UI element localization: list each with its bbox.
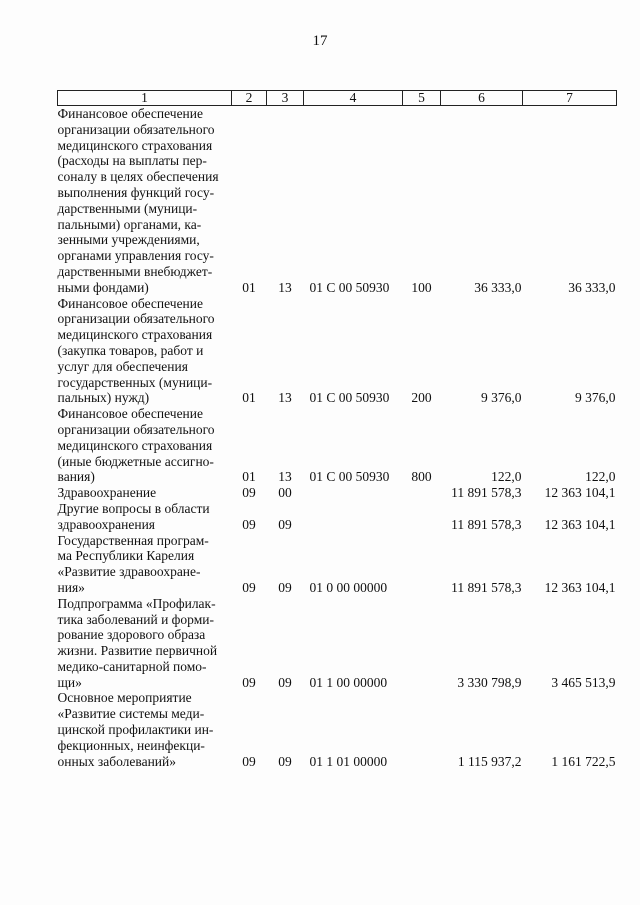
- table-row: [58, 596, 617, 691]
- column-header: 4: [304, 91, 403, 106]
- section-cell: 09: [242, 579, 256, 595]
- table-header-row: [58, 91, 617, 106]
- row-name: [58, 501, 232, 533]
- row-name-line: организации обязательного: [57, 121, 215, 137]
- amount-cell-6: 11 891 578,3: [451, 579, 522, 595]
- row-name: [58, 533, 232, 596]
- amount-cell-7: 9 376,0: [575, 390, 616, 406]
- expense-kind-cell: [403, 596, 441, 691]
- table-row: [58, 533, 617, 596]
- row-name-line: ными фондами): [57, 279, 149, 295]
- row-name: [58, 406, 232, 485]
- row-name-line: ния»: [57, 579, 85, 595]
- amount-cell-6: 122,0: [491, 469, 522, 485]
- row-name-line: дарственными (муници-: [57, 200, 198, 216]
- subsection-cell: 13: [278, 390, 292, 406]
- row-name: [58, 106, 232, 296]
- subsection-cell: 09: [278, 753, 292, 769]
- table-row: [58, 485, 617, 501]
- amount-cell-7: 12 363 104,1: [544, 485, 616, 501]
- amount-cell-6: 1 115 937,2: [457, 753, 522, 769]
- row-name: [58, 485, 232, 501]
- row-name-line: цинской профилактики ин-: [57, 722, 214, 738]
- row-name-line: выполнения функций госу-: [57, 184, 215, 200]
- expense-kind-cell: 100: [411, 279, 432, 295]
- row-name-line: фекционных, неинфекци-: [57, 737, 205, 753]
- page-number: 17: [312, 33, 328, 49]
- row-name-line: соналу в целях обеспечения: [57, 169, 219, 185]
- row-name-line: онных заболеваний»: [57, 753, 177, 769]
- row-name-line: медицинского страхования: [57, 437, 213, 453]
- subsection-cell: 09: [278, 579, 292, 595]
- table-row: [58, 106, 617, 296]
- expense-kind-cell: 800: [411, 469, 432, 485]
- section-cell: 01: [242, 469, 256, 485]
- amount-cell-6: 36 333,0: [474, 279, 522, 295]
- row-name: [58, 596, 232, 691]
- amount-cell-7: 3 465 513,9: [551, 674, 616, 690]
- row-name: [58, 296, 232, 407]
- expense-kind-cell: [403, 533, 441, 596]
- expense-kind-cell: [403, 690, 441, 769]
- row-name-line: организации обязательного: [57, 421, 215, 437]
- row-name-line: Финансовое обеспечение: [57, 295, 204, 311]
- row-name-line: дарственными внебюджет-: [57, 263, 213, 279]
- target-code-cell: 01 С 00 50930: [309, 279, 390, 295]
- amount-cell-6: 11 891 578,3: [451, 516, 522, 532]
- row-name-line: пальных) нужд): [57, 390, 150, 406]
- row-name-line: Государственная програм-: [57, 532, 209, 548]
- row-name-line: зенными учреждениями,: [57, 232, 200, 248]
- row-name-line: Подпрограмма «Профилак-: [57, 595, 216, 611]
- subsection-cell: 00: [278, 485, 292, 501]
- table-row: [58, 406, 617, 485]
- expense-kind-cell: [403, 485, 441, 501]
- section-cell: 09: [242, 516, 256, 532]
- amount-cell-7: 36 333,0: [568, 279, 616, 295]
- row-name-line: государственных (муници-: [57, 374, 213, 390]
- column-header: 5: [403, 91, 441, 106]
- column-header: 2: [232, 91, 267, 106]
- amount-cell-6: 9 376,0: [481, 390, 522, 406]
- budget-table: [57, 90, 617, 769]
- row-name-line: тика заболеваний и форми-: [57, 611, 214, 627]
- target-code-cell: 01 1 01 00000: [309, 753, 388, 769]
- subsection-cell: 09: [278, 674, 292, 690]
- row-name-line: (иные бюджетные ассигно-: [57, 453, 214, 469]
- amount-cell-7: 12 363 104,1: [544, 516, 616, 532]
- target-code-cell: 01 С 00 50930: [309, 390, 390, 406]
- row-name-line: щи»: [57, 674, 82, 690]
- row-name-line: пальными) органами, ка-: [57, 216, 202, 232]
- target-code-cell: [304, 485, 403, 501]
- row-name-line: Финансовое обеспечение: [57, 106, 204, 121]
- column-header: 3: [267, 91, 304, 106]
- row-name-line: Здравоохранение: [57, 485, 157, 501]
- section-cell: 09: [242, 674, 256, 690]
- table-row: [58, 296, 617, 407]
- row-name-line: жизни. Развитие первичной: [57, 643, 218, 659]
- column-header: 1: [58, 91, 232, 106]
- amount-cell-7: 122,0: [585, 469, 616, 485]
- column-header: 6: [441, 91, 523, 106]
- target-code-cell: 01 0 00 00000: [309, 579, 388, 595]
- row-name-line: рование здорового образа: [57, 627, 206, 643]
- row-name-line: медико-санитарной помо-: [57, 658, 207, 674]
- row-name-line: органами управления госу-: [57, 248, 214, 264]
- section-cell: 09: [242, 485, 256, 501]
- row-name-line: здравоохранения: [57, 516, 156, 532]
- target-code-cell: 01 1 00 00000: [309, 674, 388, 690]
- row-name-line: «Развитие системы меди-: [57, 706, 205, 722]
- row-name-line: «Развитие здравоохране-: [57, 564, 201, 580]
- row-name-line: Другие вопросы в области: [57, 500, 210, 516]
- target-code-cell: 01 С 00 50930: [309, 469, 390, 485]
- row-name-line: Основное мероприятие: [57, 690, 192, 706]
- row-name-line: услуг для обеспечения: [57, 358, 188, 374]
- table-row: [58, 690, 617, 769]
- amount-cell-6: 11 891 578,3: [451, 485, 522, 501]
- column-header: 7: [523, 91, 617, 106]
- row-name-line: (закупка товаров, работ и: [57, 342, 204, 358]
- subsection-cell: 13: [278, 279, 292, 295]
- expense-kind-cell: [403, 501, 441, 533]
- row-name-line: медицинского страхования: [57, 137, 213, 153]
- section-cell: 09: [242, 753, 256, 769]
- section-cell: 01: [242, 390, 256, 406]
- row-name: [58, 690, 232, 769]
- section-cell: 01: [242, 279, 256, 295]
- target-code-cell: [304, 501, 403, 533]
- expense-kind-cell: 200: [411, 390, 432, 406]
- row-name-line: Финансовое обеспечение: [57, 406, 204, 422]
- subsection-cell: 13: [278, 469, 292, 485]
- row-name-line: организации обязательного: [57, 311, 215, 327]
- row-name-line: вания): [57, 469, 95, 485]
- row-name-line: медицинского страхования: [57, 327, 213, 343]
- amount-cell-7: 1 161 722,5: [551, 753, 616, 769]
- amount-cell-6: 3 330 798,9: [457, 674, 522, 690]
- table-row: [58, 501, 617, 533]
- subsection-cell: 09: [278, 516, 292, 532]
- table-body: [58, 106, 617, 770]
- row-name-line: (расходы на выплаты пер-: [57, 153, 207, 169]
- amount-cell-7: 12 363 104,1: [544, 579, 616, 595]
- row-name-line: ма Республики Карелия: [57, 548, 195, 564]
